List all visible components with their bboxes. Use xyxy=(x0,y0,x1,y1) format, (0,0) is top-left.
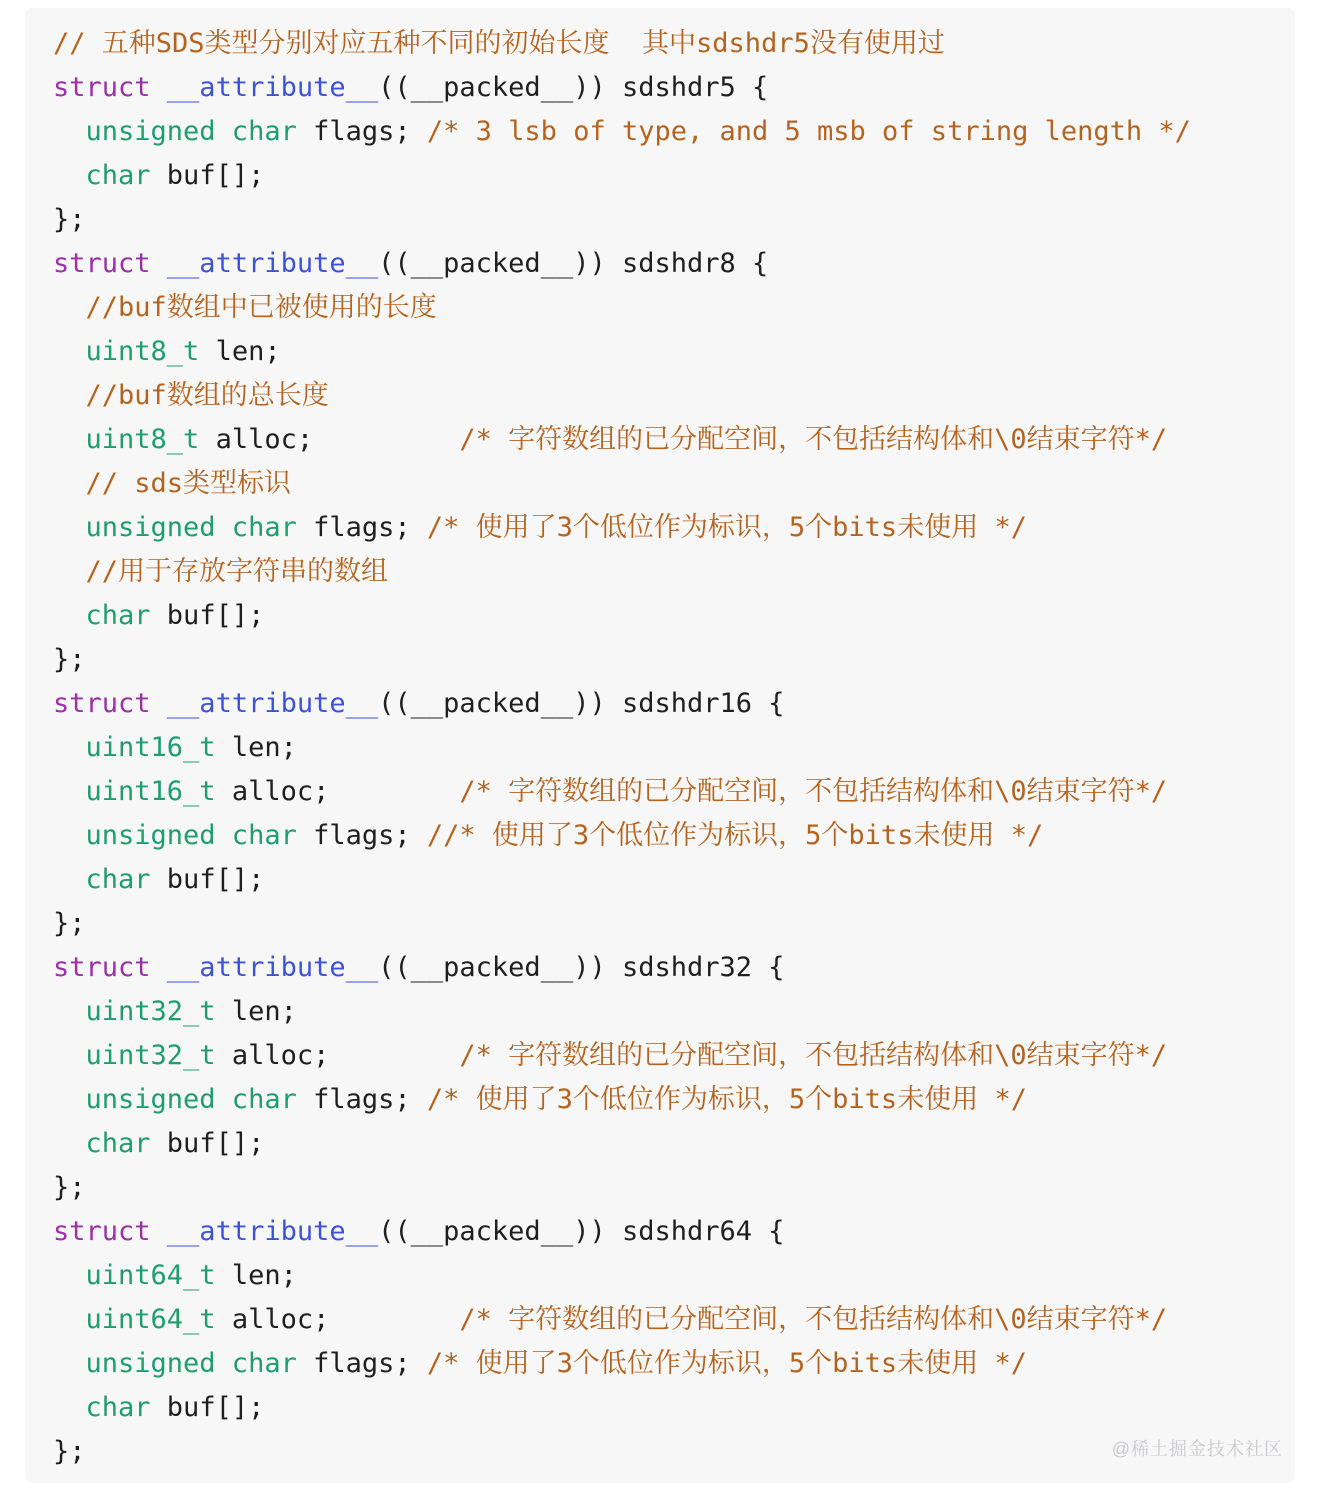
code-line xyxy=(53,418,1279,462)
code-line xyxy=(53,638,1279,682)
code-token-plain: buf[]; xyxy=(150,1128,265,1159)
code-token-plain: ((__packed__)) sdshdr16 { xyxy=(378,688,785,719)
code-token-cmt: //buf数组的总长度 xyxy=(53,380,329,411)
code-token-attr: __attribute__ xyxy=(166,248,379,279)
code-token-plain: flags; xyxy=(296,116,427,147)
code-line xyxy=(53,814,1279,858)
code-token-attr: __attribute__ xyxy=(166,952,379,983)
code-line xyxy=(53,1254,1279,1298)
code-token-type: uint32_t xyxy=(53,996,216,1027)
code-token-type: uint16_t xyxy=(53,776,216,807)
code-token-plain: buf[]; xyxy=(150,1392,265,1423)
code-line xyxy=(53,1166,1279,1210)
code-token-plain: }; xyxy=(53,644,86,675)
code-token-cmt: //用于存放字符串的数组 xyxy=(53,556,389,587)
code-line xyxy=(53,550,1279,594)
code-token-plain: len; xyxy=(215,1260,297,1291)
code-token-kw: struct xyxy=(53,952,167,983)
code-line xyxy=(53,506,1279,550)
code-token-cmt: /* 使用了3个低位作为标识，5个bits未使用 */ xyxy=(426,1084,1027,1115)
code-token-plain: }; xyxy=(53,908,86,939)
code-line xyxy=(53,946,1279,990)
code-line xyxy=(53,1342,1279,1386)
code-token-attr: __attribute__ xyxy=(166,688,379,719)
code-token-cmt: /* 字符数组的已分配空间，不包括结构体和\0结束字符*/ xyxy=(459,776,1168,807)
code-token-plain: ((__packed__)) sdshdr64 { xyxy=(378,1216,785,1247)
code-line xyxy=(53,726,1279,770)
code-token-cmt: /* 使用了3个低位作为标识，5个bits未使用 */ xyxy=(426,1348,1027,1379)
code-token-type: unsigned char xyxy=(53,512,297,543)
code-token-kw: struct xyxy=(53,688,167,719)
code-token-kw: struct xyxy=(53,248,167,279)
code-token-cmt: // 五种SDS类型分别对应五种不同的初始长度 其中sdshdr5没有使用过 xyxy=(53,28,945,59)
code-token-cmt: /* 字符数组的已分配空间，不包括结构体和\0结束字符*/ xyxy=(459,424,1168,455)
code-token-kw: struct xyxy=(53,72,167,103)
code-line xyxy=(53,1078,1279,1122)
code-token-cmt: /* 字符数组的已分配空间，不包括结构体和\0结束字符*/ xyxy=(459,1304,1168,1335)
code-token-plain: ((__packed__)) sdshdr8 { xyxy=(378,248,769,279)
code-line xyxy=(53,110,1279,154)
code-line xyxy=(53,1430,1279,1474)
code-line xyxy=(53,198,1279,242)
code-token-plain: alloc; xyxy=(215,1304,460,1335)
code-token-type: unsigned char xyxy=(53,820,297,851)
code-token-cmt: /* 字符数组的已分配空间，不包括结构体和\0结束字符*/ xyxy=(459,1040,1168,1071)
code-line xyxy=(53,858,1279,902)
code-token-plain: alloc; xyxy=(215,1040,460,1071)
code-token-plain: ((__packed__)) sdshdr32 { xyxy=(378,952,785,983)
code-line xyxy=(53,66,1279,110)
code-token-type: unsigned char xyxy=(53,1084,297,1115)
code-token-cmt: // sds类型标识 xyxy=(53,468,292,499)
code-block xyxy=(25,8,1295,1483)
code-token-plain: alloc; xyxy=(215,776,460,807)
code-token-plain: len; xyxy=(215,996,297,1027)
code-token-plain: len; xyxy=(215,732,297,763)
code-line xyxy=(53,1210,1279,1254)
code-line xyxy=(53,990,1279,1034)
code-content xyxy=(53,22,1279,1474)
code-line xyxy=(53,22,1279,66)
code-token-cmt: /* 使用了3个低位作为标识，5个bits未使用 */ xyxy=(426,512,1027,543)
code-token-type: unsigned char xyxy=(53,1348,297,1379)
code-token-cmt: //buf数组中已被使用的长度 xyxy=(53,292,437,323)
code-line xyxy=(53,1034,1279,1078)
code-token-plain: flags; xyxy=(296,1348,427,1379)
code-line xyxy=(53,154,1279,198)
code-token-attr: __attribute__ xyxy=(166,1216,379,1247)
code-line xyxy=(53,286,1279,330)
code-token-type: char xyxy=(53,600,151,631)
code-token-type: char xyxy=(53,1392,151,1423)
code-token-type: char xyxy=(53,1128,151,1159)
code-token-plain: ((__packed__)) sdshdr5 { xyxy=(378,72,769,103)
code-line xyxy=(53,770,1279,814)
code-line xyxy=(53,330,1279,374)
watermark: @稀土掘金技术社区 xyxy=(1111,1439,1283,1459)
code-token-type: uint8_t xyxy=(53,336,200,367)
code-token-type: uint32_t xyxy=(53,1040,216,1071)
code-token-plain: len; xyxy=(199,336,281,367)
code-token-plain: flags; xyxy=(296,820,427,851)
code-token-plain: alloc; xyxy=(199,424,460,455)
code-line xyxy=(53,1386,1279,1430)
code-token-plain: flags; xyxy=(296,512,427,543)
code-token-type: char xyxy=(53,160,151,191)
code-token-plain: }; xyxy=(53,1436,86,1467)
code-token-plain: buf[]; xyxy=(150,160,265,191)
code-token-plain: }; xyxy=(53,204,86,235)
code-line xyxy=(53,594,1279,638)
code-line xyxy=(53,1298,1279,1342)
code-token-type: uint16_t xyxy=(53,732,216,763)
code-line xyxy=(53,902,1279,946)
code-token-type: uint64_t xyxy=(53,1260,216,1291)
code-line xyxy=(53,374,1279,418)
code-token-type: char xyxy=(53,864,151,895)
code-token-cmt: //* 使用了3个低位作为标识，5个bits未使用 */ xyxy=(426,820,1044,851)
code-line xyxy=(53,1122,1279,1166)
code-token-kw: struct xyxy=(53,1216,167,1247)
code-token-type: uint64_t xyxy=(53,1304,216,1335)
code-token-type: unsigned char xyxy=(53,116,297,147)
code-token-attr: __attribute__ xyxy=(166,72,379,103)
code-token-plain: flags; xyxy=(296,1084,427,1115)
code-line xyxy=(53,462,1279,506)
code-line xyxy=(53,242,1279,286)
code-token-plain: }; xyxy=(53,1172,86,1203)
code-token-cmt: /* 3 lsb of type, and 5 msb of string length */ xyxy=(426,116,1191,147)
code-token-plain: buf[]; xyxy=(150,600,265,631)
code-token-plain: buf[]; xyxy=(150,864,265,895)
code-line xyxy=(53,682,1279,726)
code-token-type: uint8_t xyxy=(53,424,200,455)
